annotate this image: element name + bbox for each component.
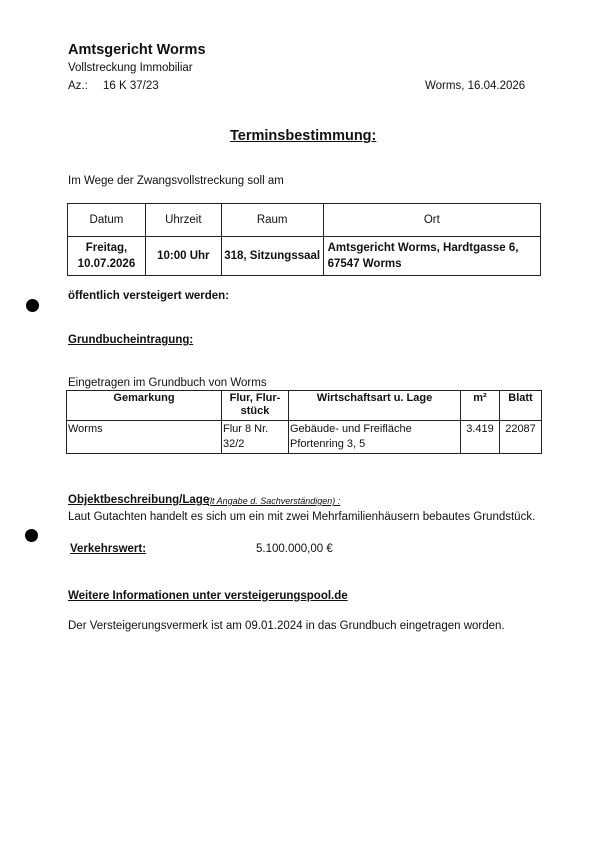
col-header-area: m² (461, 391, 500, 421)
appointment-place (323, 237, 540, 276)
col-header-flur: Flur, Flur- stück (222, 391, 289, 421)
col-header-raum: Raum (221, 204, 323, 237)
col-header-datum: Datum (68, 204, 146, 237)
land-gemarkung: Worms (67, 421, 222, 454)
appointment-header-row (68, 204, 541, 237)
appointment-date (68, 237, 146, 276)
land-header-row (67, 391, 542, 421)
appointment-table (67, 203, 541, 276)
more-info-link[interactable]: Weitere Informationen unter versteigerungspool.de (68, 590, 348, 602)
intro-text: Im Wege der Zwangsvollstreckung soll am (68, 175, 284, 187)
object-note: (lt Angabe d. Sachverständigen) : (207, 496, 341, 506)
appointment-place-street: Amtsgericht Worms, Hardtgasse 6, (327, 242, 519, 254)
appointment-room: 318, Sitzungssaal (221, 237, 323, 276)
punch-hole-mark (26, 299, 39, 312)
appointment-weekday: Freitag, (85, 242, 128, 254)
land-flur: Flur 8 Nr. 32/2 (222, 421, 289, 454)
appointment-date-value: 10.07.2026 (77, 258, 136, 270)
court-name: Amtsgericht Worms (68, 42, 206, 58)
punch-hole-mark-lower (25, 529, 38, 542)
land-register-intro: Eingetragen im Grundbuch von Worms (68, 377, 267, 389)
col-header-blatt: Blatt (500, 391, 542, 421)
vermerk-text: Der Versteigerungsvermerk ist am 09.01.2024 in das Grundbuch eingetragen worden. (68, 620, 505, 632)
land-wirtschaftsart: Gebäude- und Freifläche Pfortenring 3, 5 (289, 421, 461, 454)
case-number: 16 K 37/23 (103, 80, 159, 92)
col-header-wirtschaftsart: Wirtschaftsart u. Lage (289, 391, 461, 421)
land-blatt: 22087 (500, 421, 542, 454)
land-area: 3.419 (461, 421, 500, 454)
col-header-gemarkung: Gemarkung (67, 391, 222, 421)
appointment-time: 10:00 Uhr (145, 237, 221, 276)
land-register-table (66, 390, 542, 454)
object-heading: Objektbeschreibung/Lage (68, 494, 210, 506)
appointment-place-city: 67547 Worms (327, 258, 402, 270)
land-row (67, 421, 542, 454)
market-value-label: Verkehrswert: (70, 543, 147, 555)
col-header-uhrzeit: Uhrzeit (145, 204, 221, 237)
land-register-heading: Grundbucheintragung: (68, 334, 194, 346)
market-value-amount: 5.100.000,00 € (256, 543, 333, 555)
case-number-label: Az.: (68, 80, 88, 92)
place-date: Worms, 16.04.2026 (425, 80, 526, 92)
document-title: Terminsbestimmung: (230, 128, 377, 144)
appointment-row (68, 237, 541, 276)
col-header-ort: Ort (323, 204, 540, 237)
court-department: Vollstreckung Immobiliar (68, 62, 193, 74)
object-description: Laut Gutachten handelt es sich um ein mit zwei Mehrfamilienhäusern bebautes Grundstück. (68, 511, 536, 523)
auction-text: öffentlich versteigert werden: (68, 290, 230, 302)
